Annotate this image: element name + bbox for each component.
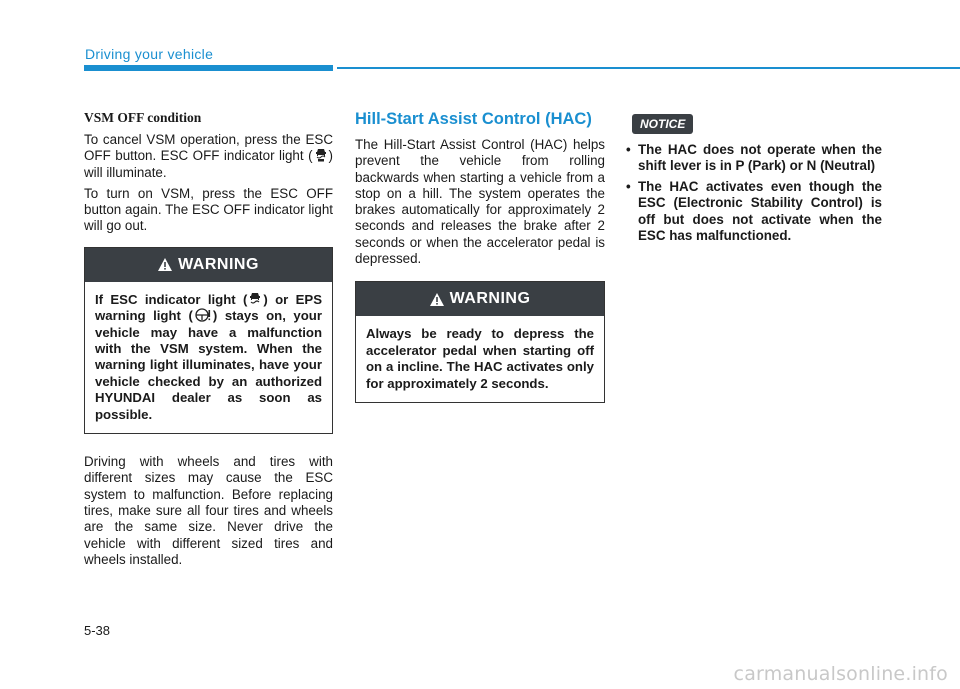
- notice-badge: NOTICE: [632, 114, 693, 134]
- header-rule: [337, 67, 960, 69]
- watermark: carmanualsonline.info: [733, 663, 948, 685]
- list-item: • The HAC activates even though the ESC (Electronic Stability Control) is off but does not activate when the ESC has malfunctioned.: [626, 179, 882, 245]
- esc-car-icon: [249, 292, 261, 306]
- warning-triangle-icon: [158, 258, 172, 271]
- column-middle: [355, 110, 605, 403]
- section-title: Driving your vehicle: [85, 46, 214, 62]
- esc-off-car-icon: [315, 148, 327, 162]
- eps-steering-icon: [195, 308, 211, 322]
- warning-text-hac: Always be ready to depress the accelerator pedal when starting off on a incline. The HAC activates only for approximately 2 seconds.: [366, 326, 594, 391]
- warning-box-hac: [355, 281, 605, 403]
- notice-list: [626, 142, 882, 244]
- warning-header: WARNING: [356, 282, 604, 316]
- paragraph-hac: The Hill-Start Assist Control (HAC) helps prevent the vehicle from rolling backwards when starting a vehicle from a stop on a hill. The system operates the brakes automatically for approximately 2 seconds and releases the brake after 2 seconds or when the accelerator pedal is depressed.: [355, 137, 605, 267]
- paragraph-cancel-vsm: To cancel VSM operation, press the ESC OFF button. ESC OFF indicator light ( ) will illuminate.: [84, 132, 333, 180]
- list-item: • The HAC does not operate when the shift lever is in P (Park) or N (Neutral): [626, 142, 882, 175]
- warning-text-esc: If ESC indicator light ( ) or EPS warning light ( ) stays on, your vehicle may have a malfunction with the VSM system. When the warning light illuminates, have your vehicle checked by an authorized HYUNDAI dealer as soon as possible.: [95, 291, 322, 422]
- heading-hac: Hill-Start Assist Control (HAC): [355, 110, 592, 128]
- column-right: [626, 110, 882, 248]
- paragraph-turn-on-vsm: To turn on VSM, press the ESC OFF button again. The ESC OFF indicator light will go out.: [84, 185, 333, 234]
- subheading-vsm-off: VSM OFF condition: [84, 110, 202, 125]
- warning-box-esc: [84, 247, 333, 434]
- header-bar: [84, 65, 333, 71]
- column-left: [84, 110, 333, 573]
- paragraph-tire-sizes: Driving with wheels and tires with different sizes may cause the ESC system to malfunction. Before replacing tires, make sure all four tires and wheels are the same size. Never drive the vehicle with different sized tires and wheels installed.: [84, 454, 333, 567]
- warning-header: WARNING: [85, 248, 332, 282]
- page-number: 5-38: [84, 623, 111, 638]
- warning-triangle-icon: [430, 293, 444, 306]
